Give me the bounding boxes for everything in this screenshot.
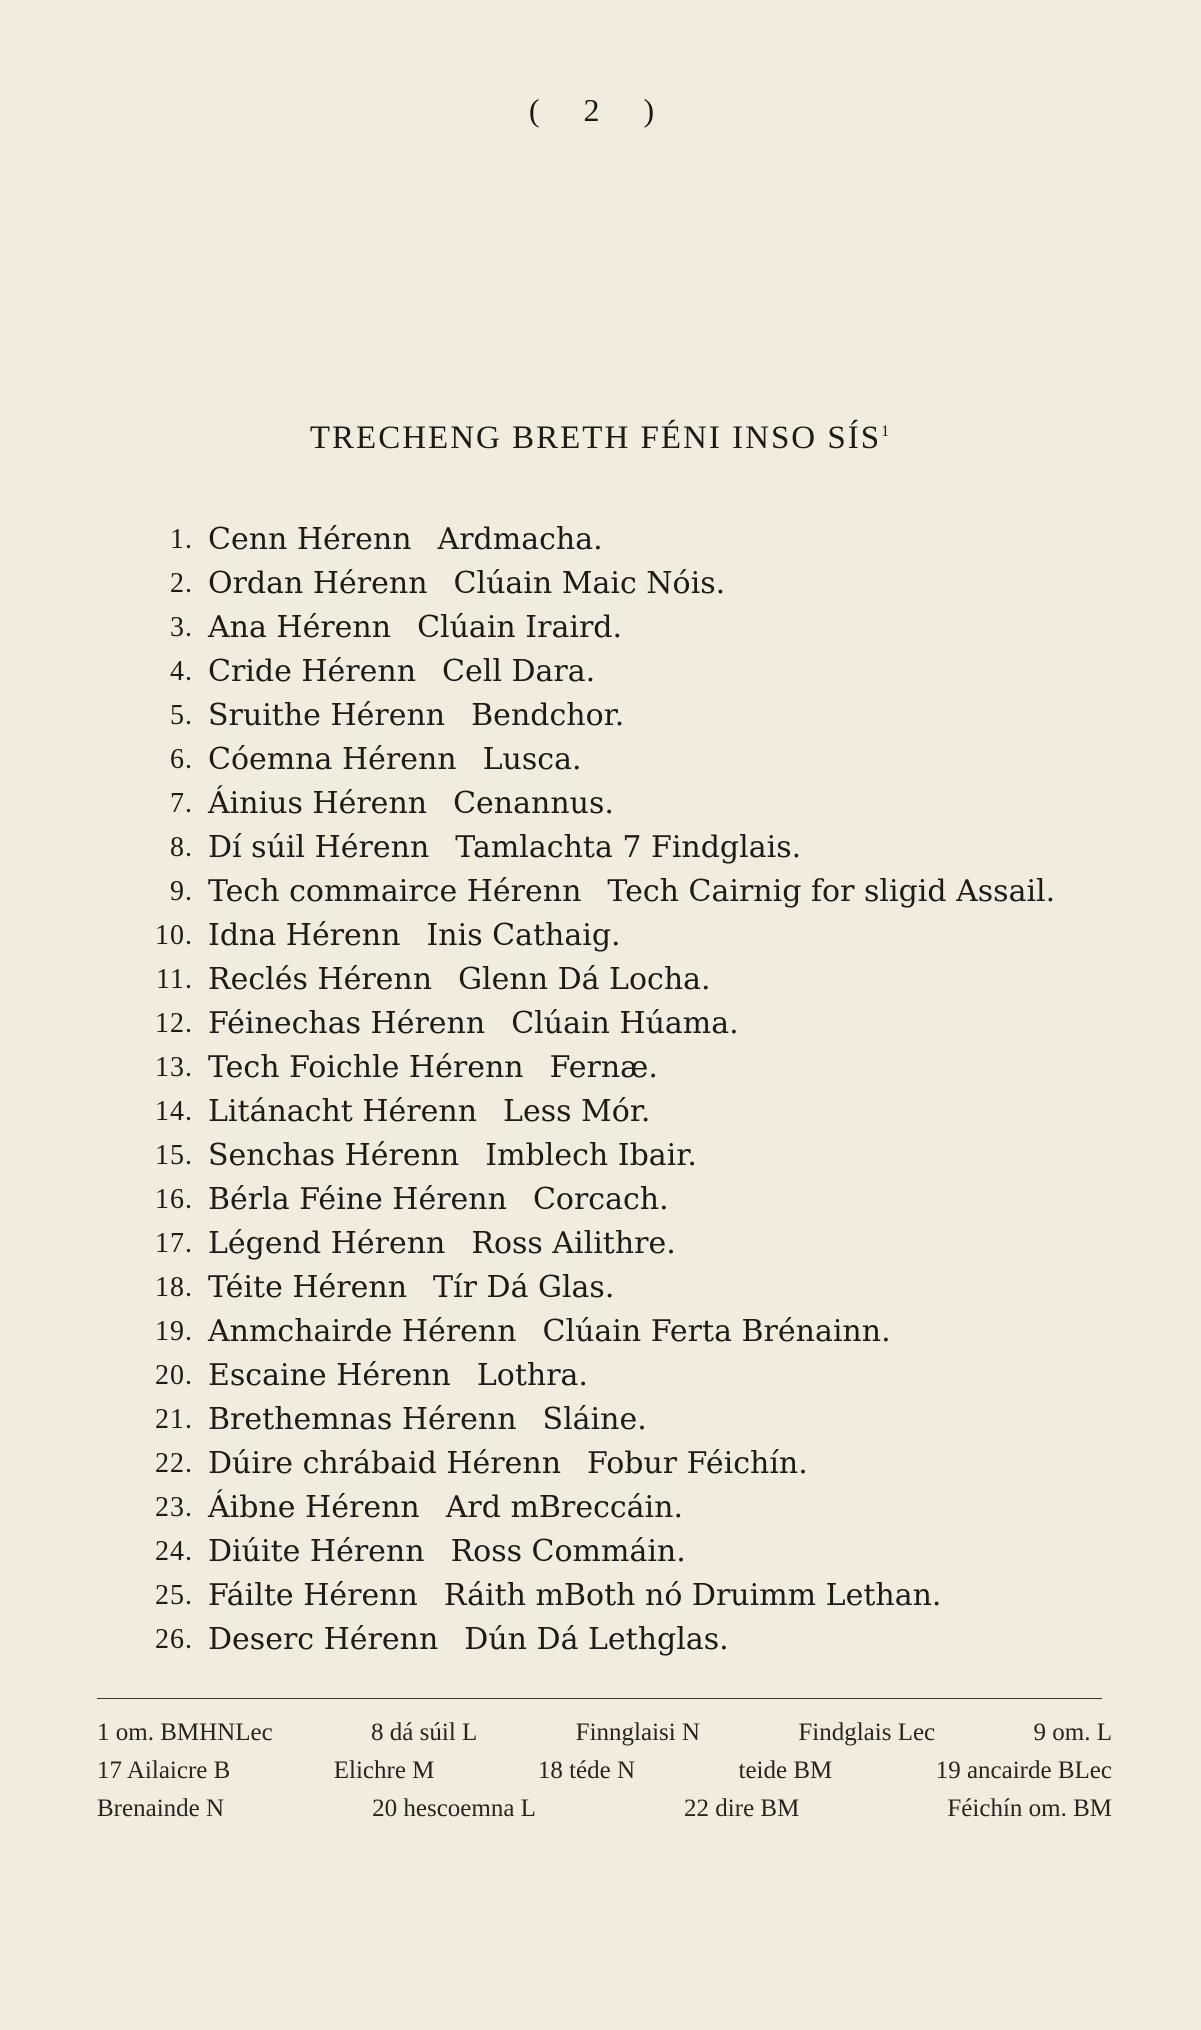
entry-text	[208, 1618, 729, 1662]
entry-text	[208, 870, 1055, 914]
entry-name: Ana Hérenn	[208, 610, 392, 645]
page-number: ( 2 )	[528, 92, 673, 128]
entry-number: 2.	[170, 568, 193, 599]
entry-number: 16.	[155, 1184, 193, 1215]
entry-number: 14.	[155, 1096, 193, 1127]
entry-number: 17.	[155, 1228, 193, 1259]
entry-place: Ráith mBoth nó Druimm Lethan.	[443, 1578, 942, 1613]
entry-text	[208, 1222, 676, 1266]
entry-name: Sruithe Hérenn	[208, 698, 446, 733]
entry-number: 11.	[156, 964, 193, 995]
entry-place: Clúain Iraird.	[417, 610, 623, 645]
entry-text	[208, 1486, 683, 1530]
entry-place: Ard mBreccáin.	[445, 1490, 684, 1525]
entry-number: 13.	[155, 1052, 193, 1083]
footnote-segment: Elichre M	[333, 1757, 435, 1784]
footnote-segment: 1 om. BMHNLec	[97, 1719, 273, 1746]
entry-text	[208, 1134, 697, 1178]
entry-name: Idna Hérenn	[208, 918, 401, 953]
footnotes	[97, 1714, 1112, 1828]
entry-place: Dún Dá Lethglas.	[464, 1622, 729, 1657]
footnote-line	[97, 1714, 1112, 1752]
entry-name: Deserc Hérenn	[208, 1622, 439, 1657]
entry-name: Légend Hérenn	[208, 1226, 446, 1261]
entry-name: Áinius Hérenn	[208, 786, 428, 821]
entry-number: 23.	[155, 1492, 193, 1523]
entry-number: 9.	[170, 876, 193, 907]
entry-name: Tech Foichle Hérenn	[208, 1050, 524, 1085]
entry-number: 7.	[170, 788, 193, 819]
entry-text	[208, 1310, 891, 1354]
entry-place: Clúain Ferta Brénainn.	[542, 1314, 891, 1349]
footnote-segment: 20 hescoemna L	[372, 1795, 536, 1822]
entry-number: 26.	[155, 1624, 193, 1655]
footnote-segment: Findglais Lec	[798, 1719, 936, 1746]
entry-name: Tech commairce Hérenn	[208, 874, 582, 909]
footnote-segment: 17 Ailaicre B	[97, 1757, 231, 1784]
footnote-segment: teide BM	[738, 1757, 833, 1784]
entry-place: Ross Commáin.	[450, 1534, 686, 1569]
entry-name: Escaine Hérenn	[208, 1358, 451, 1393]
entry-name: Ordan Hérenn	[208, 566, 428, 601]
entry-place: Glenn Dá Locha.	[458, 962, 711, 997]
entry-name: Cride Hérenn	[208, 654, 417, 689]
footnote-segment: Féichín om. BM	[947, 1795, 1112, 1822]
entry-name: Dí súil Hérenn	[208, 830, 430, 865]
footnote-line	[97, 1790, 1112, 1828]
entry-number: 12.	[155, 1008, 193, 1039]
title-footnote-mark: 1	[881, 423, 892, 440]
entry-number: 5.	[170, 700, 193, 731]
entry-place: Tech Cairnig for sligid Assail.	[607, 874, 1056, 909]
entry-name: Fáilte Hérenn	[208, 1578, 418, 1613]
entry-number: 15.	[155, 1140, 193, 1171]
entry-number: 19.	[155, 1316, 193, 1347]
entry-place: Ross Ailithre.	[471, 1226, 676, 1261]
entry-place: Ardmacha.	[437, 522, 603, 557]
entry-text	[208, 914, 621, 958]
entry-name: Féinechas Hérenn	[208, 1006, 486, 1041]
entry-place: Lothra.	[476, 1358, 588, 1393]
entry-name: Dúire chrábaid Hérenn	[208, 1446, 562, 1481]
entry-text	[208, 738, 582, 782]
entry-place: Cenannus.	[453, 786, 614, 821]
entry-name: Brethemnas Hérenn	[208, 1402, 517, 1437]
entry-text	[208, 958, 711, 1002]
entry-place: Clúain Húama.	[511, 1006, 739, 1041]
footnote-segment: 18 téde N	[537, 1757, 636, 1784]
entry-place: Imblech Ibair.	[485, 1138, 697, 1173]
entry-number: 4.	[170, 656, 193, 687]
footnote-segment: Finnglaisi N	[575, 1719, 700, 1746]
entry-name: Reclés Hérenn	[208, 962, 433, 997]
entry-text	[208, 1002, 739, 1046]
entry-place: Corcach.	[532, 1182, 669, 1217]
entry-number: 21.	[155, 1404, 193, 1435]
entry-place: Fobur Féichín.	[587, 1446, 808, 1481]
entry-number: 22.	[155, 1448, 193, 1479]
entry-name: Cóemna Hérenn	[208, 742, 457, 777]
footnote-segment: 8 dá súil L	[371, 1719, 478, 1746]
title-text: TRECHENG BRETH FÉNI INSO SÍS	[309, 420, 882, 456]
entry-text	[208, 1442, 808, 1486]
entry-number: 1.	[170, 524, 193, 555]
entry-place: Fernæ.	[549, 1050, 658, 1085]
footnote-segment: 9 om. L	[1033, 1719, 1112, 1746]
entry-name: Bérla Féine Hérenn	[208, 1182, 507, 1217]
entry-number: 6.	[170, 744, 193, 775]
entry-text	[208, 1354, 588, 1398]
entry-text	[208, 826, 801, 870]
entry-number: 10.	[155, 920, 193, 951]
entry-name: Litánacht Hérenn	[208, 1094, 478, 1129]
entry-number: 25.	[155, 1580, 193, 1611]
entry-text	[208, 782, 614, 826]
entry-place: Sláine.	[542, 1402, 647, 1437]
entry-text	[208, 1046, 658, 1090]
entry-place: Cell Dara.	[442, 654, 596, 689]
entry-place: Tamlachta 7 Findglais.	[455, 830, 802, 865]
entry-name: Cenn Hérenn	[208, 522, 412, 557]
entry-text	[208, 650, 595, 694]
entry-place: Bendchor.	[471, 698, 625, 733]
entry-number: 24.	[155, 1536, 193, 1567]
footnote-line	[97, 1752, 1112, 1790]
entry-name: Téite Hérenn	[208, 1270, 408, 1305]
entry-text	[208, 562, 725, 606]
entry-name: Áibne Hérenn	[208, 1490, 420, 1525]
entry-text	[208, 1530, 686, 1574]
entry-text	[208, 1090, 650, 1134]
entry-place: Lusca.	[482, 742, 582, 777]
footnote-segment: 19 ancairde BLec	[935, 1757, 1112, 1784]
entry-text	[208, 518, 603, 562]
entry-number: 3.	[170, 612, 193, 643]
entry-text	[208, 1266, 614, 1310]
entry-number: 8.	[170, 832, 193, 863]
entry-text	[208, 1398, 647, 1442]
entry-number: 18.	[155, 1272, 193, 1303]
entry-place: Clúain Maic Nóis.	[453, 566, 726, 601]
entry-text	[208, 1178, 669, 1222]
page-title	[0, 420, 1201, 457]
footnote-divider	[97, 1698, 1102, 1699]
entry-text	[208, 606, 622, 650]
entry-place: Tír Dá Glas.	[433, 1270, 615, 1305]
entry-name: Diúite Hérenn	[208, 1534, 425, 1569]
entry-text	[208, 1574, 941, 1618]
entry-name: Anmchairde Hérenn	[208, 1314, 517, 1349]
entry-name: Senchas Hérenn	[208, 1138, 460, 1173]
entry-number: 20.	[155, 1360, 193, 1391]
entry-place: Less Mór.	[503, 1094, 651, 1129]
entry-text	[208, 694, 624, 738]
entry-place: Inis Cathaig.	[426, 918, 621, 953]
footnote-segment: 22 dire BM	[684, 1795, 800, 1822]
footnote-segment: Brenainde N	[97, 1795, 225, 1822]
